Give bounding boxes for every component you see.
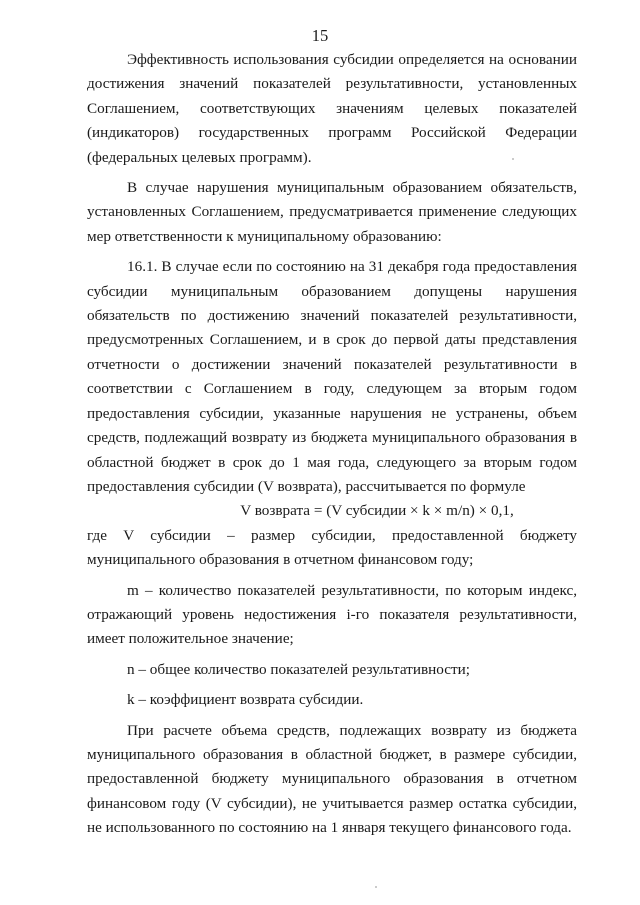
formula-v-return: V возврата = (V субсидии × k × m/n) × 0,1, xyxy=(240,502,514,520)
paragraph-violation: В случае нарушения муниципальным образованием обязательств, установленных Соглашением, предусматривается применение следующих мер ответственности к муниципальному образованию: xyxy=(87,179,577,245)
scan-speck xyxy=(512,158,514,160)
paragraph-k-definition: k – коэффициент возврата субсидии. xyxy=(127,691,364,709)
scan-speck xyxy=(375,886,377,888)
paragraph-m-definition: m – количество показателей результативности, по которым индекс, отражающий уровень недостижения i-го показателя результативности, имеет положительное значение; xyxy=(87,581,577,648)
page-number: 15 xyxy=(311,26,329,45)
paragraph-efficiency: Эффективность использования субсидии определяется на основании достижения значений показателей результативности, установленных Соглашением, соответствующих значениям целевых показателей (индикаторов) государственных программ Российской Федерации (федеральных целевых программ). xyxy=(87,51,577,166)
paragraph-where-v: где V субсидии – размер субсидии, предоставленной бюджету муниципального образования в отчетном финансовом году; xyxy=(87,526,577,569)
paragraph-calculation: При расчете объема средств, подлежащих возврату из бюджета муниципального образования в областной бюджет, в размере субсидии, предоставленной бюджету муниципального образования в отчетном финансовом году (V субсидии), не учитывается размер остатка субсидии, не использованного по состоянию на 1 января текущего финансового года. xyxy=(87,721,577,837)
paragraph-n-definition: n – общее количество показателей результативности; xyxy=(127,660,470,678)
document-body xyxy=(87,48,577,847)
paragraph-16-1: 16.1. В случае если по состоянию на 31 декабря года предоставления субсидии муниципальным образованием допущены нарушения обязательств по достижению значений показателей результативности, предусмотренных Соглашением, и в срок до первой даты представления отчетности о достижении значений показателей результативности в соответствии с Соглашением в году, следующем за вторым годом предоставления субсидии, указанные нарушения не устранены, объем средств, подлежащий возврату из бюджета муниципального образования в областной бюджет в срок до 1 мая года, следующего за вторым годом предоставления субсидии (V возврата), рассчитывается по формуле xyxy=(87,258,577,495)
